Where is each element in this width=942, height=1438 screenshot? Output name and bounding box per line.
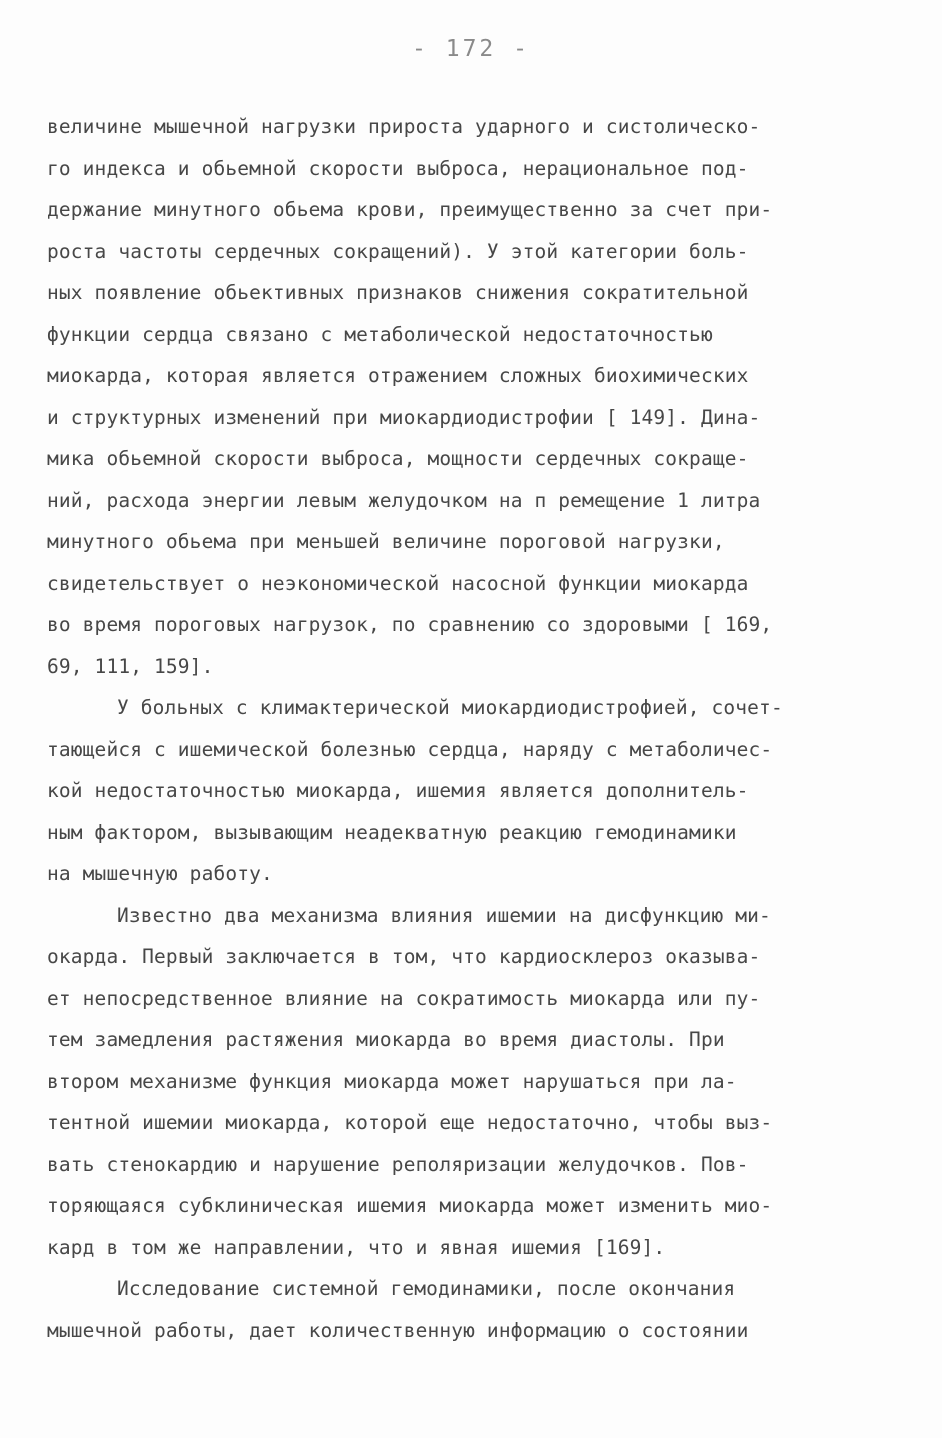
paragraph-first-line: У больных с климактерической миокардиодистрофией, сочет- — [117, 696, 783, 719]
text-line: 69, 111, 159]. — [47, 654, 214, 678]
text-line: кард в том же направлении, что и явная ишемия [169]. — [47, 1235, 666, 1259]
text-line: мика обьемной скорости выброса, мощности сердечных сокраще- — [47, 447, 749, 470]
text-line: торяющаяся субклиническая ишемия миокарда может изменить мио- — [47, 1194, 773, 1217]
text-line: свидетельствует о неэкономической насосной функции миокарда — [47, 571, 749, 595]
text-line: минутного обьема при меньшей величине пороговой нагрузки, — [47, 530, 725, 553]
text-line: тентной ишемии миокарда, которой еще недостаточно, чтобы выз- — [47, 1111, 773, 1134]
text-line: кой недостаточностью миокарда, ишемия является дополнитель- — [47, 779, 749, 802]
paragraph-first-line: Известно два механизма влияния ишемии на дисфункцию ми- — [117, 903, 771, 927]
page-number: - 172 - — [412, 36, 530, 62]
text-line: функции сердца связано с метаболической недостаточностью — [47, 322, 713, 346]
text-line: величине мышечной нагрузки прироста ударного и систолическо- — [47, 115, 761, 138]
text-line: роста частоты сердечных сокращений). У этой категории боль- — [47, 239, 749, 263]
paragraph-first-line: Исследование системной гемодинамики, после окончания — [117, 1277, 736, 1300]
text-line: тем замедления растяжения миокарда во время диастолы. При — [47, 1028, 725, 1051]
text-line: во время пороговых нагрузок, по сравнению со здоровыми [ 169, — [47, 613, 773, 636]
text-line: ным фактором, вызывающим неадекватную реакцию гемодинамики — [47, 820, 737, 844]
text-line: и структурных изменений при миокардиодистрофии [ 149]. Дина- — [47, 405, 761, 429]
text-line: ет непосредственное влияние на сократимость миокарда или пу- — [47, 986, 761, 1010]
text-line: мышечной работы, дает количественную информацию о состоянии — [47, 1318, 749, 1342]
text-line: ных появление обьективных признаков снижения сократительной — [47, 281, 749, 304]
text-line: вать стенокардию и нарушение реполяризации желудочков. Пов- — [47, 1152, 749, 1176]
text-line: окарда. Первый заключается в том, что кардиосклероз оказыва- — [47, 945, 761, 968]
text-line: ний, расхода энергии левым желудочком на п ремещение 1 литра — [47, 488, 761, 512]
text-line: тающейся с ишемической болезнью сердца, наряду с метаболичес- — [47, 737, 773, 761]
body-text — [47, 106, 905, 1351]
text-line: го индекса и обьемной скорости выброса, нерациональное под- — [47, 156, 749, 180]
text-line: на мышечную работу. — [47, 862, 273, 885]
text-line: миокарда, которая является отражением сложных биохимических — [47, 364, 749, 387]
text-line: держание минутного обьема крови, преимущественно за счет при- — [47, 198, 773, 221]
text-line: втором механизме функция миокарда может нарушаться при ла- — [47, 1069, 737, 1093]
